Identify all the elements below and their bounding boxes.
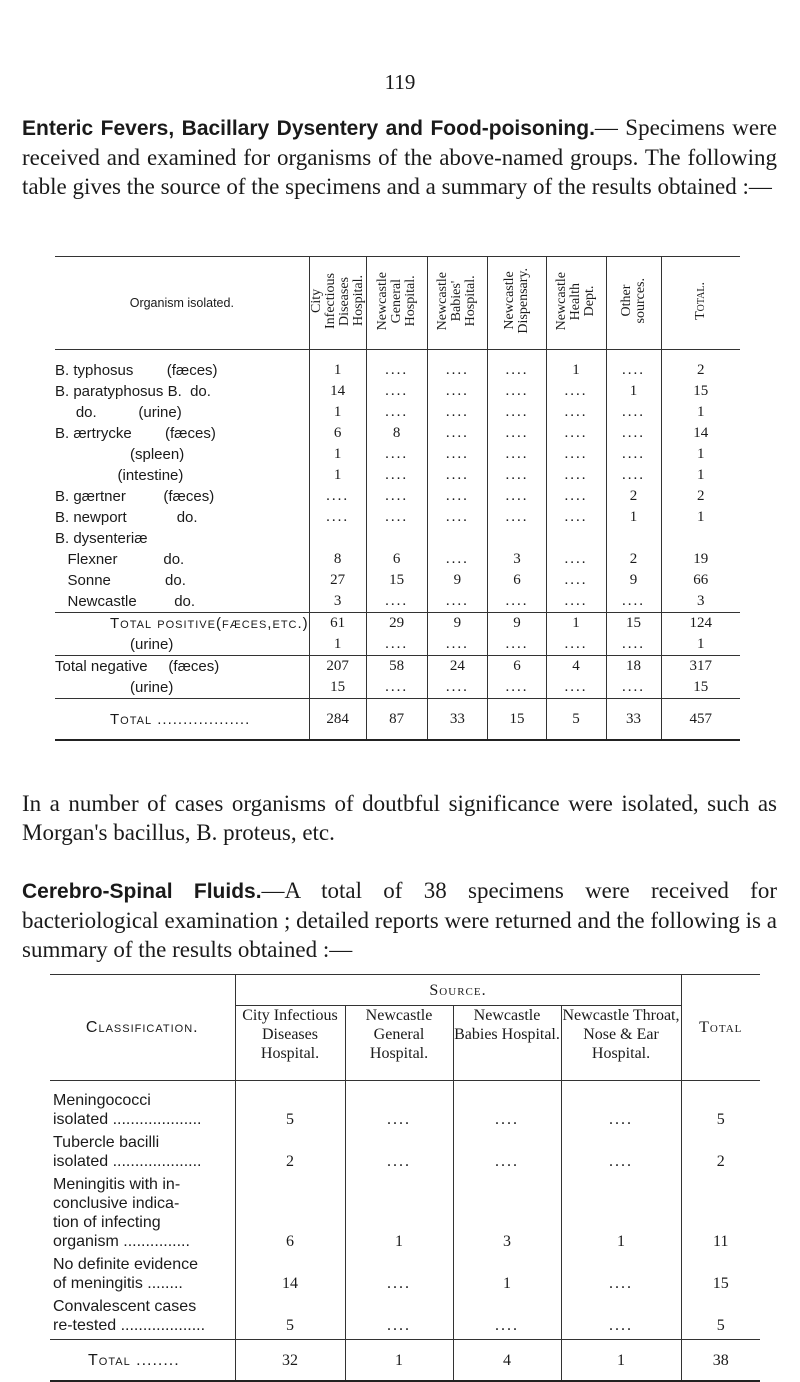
table-row <box>50 1255 760 1297</box>
row-label: B. ærtrycke (fæces) <box>55 425 216 442</box>
label-line: organism ............... <box>53 1233 190 1250</box>
row-label: Sonne do. <box>55 572 186 589</box>
classification-header: Classification. <box>50 975 235 1081</box>
cell-value: .... <box>309 486 366 507</box>
row-label <box>50 1133 235 1175</box>
cell-value: 38 <box>681 1340 760 1382</box>
cell-value: .... <box>561 1133 681 1175</box>
source-header <box>606 257 661 350</box>
cell-value: 9 <box>427 613 488 635</box>
cell-value: 1 <box>606 507 661 528</box>
cell-value: 4 <box>453 1340 561 1382</box>
cell-value: .... <box>546 677 606 699</box>
cell-value: .... <box>427 507 488 528</box>
cell-value: .... <box>488 507 546 528</box>
cell-value: .... <box>546 423 606 444</box>
row-label: Flexner do. <box>55 551 185 568</box>
cell-value: .... <box>366 402 427 423</box>
section-text: —A total of 38 specimens were received for bacteriological examination ; detailed reports were returned and the following is a summary of the results obtained :— <box>22 878 777 962</box>
table-row <box>55 634 740 656</box>
label-line: re-tested ................... <box>53 1317 206 1334</box>
section-heading: Enteric Fevers, Bacillary Dysentery and Food-poisoning. <box>22 117 595 140</box>
cell-value: 1 <box>661 444 740 465</box>
table-row <box>55 549 740 570</box>
cell-value: .... <box>488 486 546 507</box>
cell-value: .... <box>427 423 488 444</box>
row-label: B. dysenteriæ <box>55 530 148 547</box>
cell-value: .... <box>345 1081 453 1134</box>
cell-value: 3 <box>661 591 740 613</box>
cell-value: .... <box>366 677 427 699</box>
source-column-header: City Infectious Diseases Hospital. <box>235 1006 345 1081</box>
table-row <box>55 402 740 423</box>
cell-value: 19 <box>661 549 740 570</box>
cell-value: .... <box>427 634 488 656</box>
cell-value: .... <box>427 549 488 570</box>
page-number: 119 <box>384 70 416 94</box>
cell-value: 15 <box>661 677 740 699</box>
cell-value: 87 <box>366 699 427 741</box>
cell-value: 58 <box>366 656 427 678</box>
table-row <box>55 677 740 699</box>
cell-value: 11 <box>681 1175 760 1255</box>
source-header <box>427 257 488 350</box>
header-label: Other sources. <box>618 278 648 324</box>
cell-value: 5 <box>235 1297 345 1340</box>
cell-value: .... <box>606 402 661 423</box>
cell-value: .... <box>427 350 488 382</box>
source-column-header: Newcastle Throat, Nose & Ear Hospital. <box>561 1006 681 1081</box>
cell-value: 1 <box>561 1175 681 1255</box>
cell-value: 457 <box>661 699 740 741</box>
cell-value: 15 <box>309 677 366 699</box>
organism-header: Organism isolated. <box>55 257 309 350</box>
section-heading: Cerebro-Spinal Fluids. <box>22 880 262 903</box>
cell-value: .... <box>546 549 606 570</box>
table-row <box>55 381 740 402</box>
cell-value: .... <box>561 1081 681 1134</box>
cell-value: .... <box>427 381 488 402</box>
cell-value: .... <box>309 507 366 528</box>
label-line: Tubercle bacilli <box>53 1134 160 1151</box>
cell-value: 9 <box>606 570 661 591</box>
cell-value: 9 <box>427 570 488 591</box>
cell-value: 2 <box>661 486 740 507</box>
table-row <box>50 1081 760 1134</box>
cell-value: 15 <box>606 613 661 635</box>
table-row <box>55 350 740 382</box>
cell-value: .... <box>345 1133 453 1175</box>
cell-value: .... <box>488 634 546 656</box>
table-row <box>50 1133 760 1175</box>
cell-value: .... <box>606 677 661 699</box>
cell-value: 1 <box>309 350 366 382</box>
cell-value: 1 <box>661 465 740 486</box>
cell-value: 6 <box>235 1175 345 1255</box>
cell-value: .... <box>546 444 606 465</box>
source-header: Source. <box>235 975 681 1006</box>
label-line: isolated .................... <box>53 1153 202 1170</box>
cell-value: .... <box>427 486 488 507</box>
cell-value: 3 <box>488 549 546 570</box>
cell-value: .... <box>453 1297 561 1340</box>
row-label: (intestine) <box>55 467 184 484</box>
cell-value: .... <box>366 381 427 402</box>
cell-value: 284 <box>309 699 366 741</box>
cell-value: 14 <box>661 423 740 444</box>
cell-value: 8 <box>309 549 366 570</box>
cell-value: 33 <box>427 699 488 741</box>
cell-value: 4 <box>546 656 606 678</box>
row-label: Total negative (fæces) <box>55 656 309 678</box>
source-header <box>661 257 740 350</box>
source-column-header: Newcastle General Hospital. <box>345 1006 453 1081</box>
cell-value: 6 <box>309 423 366 444</box>
cell-value: 1 <box>606 381 661 402</box>
label-line: tion of infecting <box>53 1214 161 1231</box>
cell-value: .... <box>366 465 427 486</box>
cell-value: 61 <box>309 613 366 635</box>
cell-value: .... <box>345 1297 453 1340</box>
csf-results-table <box>50 974 760 1382</box>
cell-value: 15 <box>661 381 740 402</box>
cell-value: .... <box>488 465 546 486</box>
table-row <box>55 613 740 635</box>
table-row <box>55 570 740 591</box>
cell-value: 2 <box>606 486 661 507</box>
cell-value: 2 <box>235 1133 345 1175</box>
row-label: B. gærtner (fæces) <box>55 488 215 505</box>
cell-value: 6 <box>488 570 546 591</box>
cell-value <box>427 528 488 549</box>
header-label: Total. <box>692 282 708 320</box>
label-line: Convalescent cases <box>53 1298 197 1315</box>
source-header <box>366 257 427 350</box>
cell-value: .... <box>453 1133 561 1175</box>
label-line: isolated .................... <box>53 1111 202 1128</box>
cell-value: 5 <box>546 699 606 741</box>
cell-value: 15 <box>681 1255 760 1297</box>
cell-value: 207 <box>309 656 366 678</box>
header-label: Newcastle Health Dept. <box>554 271 598 331</box>
cell-value: 15 <box>366 570 427 591</box>
cell-value: .... <box>606 423 661 444</box>
cell-value: 9 <box>488 613 546 635</box>
row-label: B. typhosus (fæces) <box>55 362 218 379</box>
cell-value: .... <box>606 634 661 656</box>
row-label: Newcastle do. <box>55 593 196 610</box>
cell-value: .... <box>427 465 488 486</box>
cell-value: .... <box>453 1081 561 1134</box>
cell-value: 24 <box>427 656 488 678</box>
cell-value: .... <box>488 381 546 402</box>
cell-value: 1 <box>561 1340 681 1382</box>
cell-value: 27 <box>309 570 366 591</box>
cell-value: .... <box>561 1255 681 1297</box>
row-label: Total positive(fæces,etc.) <box>55 613 309 635</box>
total-row <box>50 1340 760 1382</box>
table-row <box>55 423 740 444</box>
cell-value: .... <box>366 634 427 656</box>
cell-value: 1 <box>309 465 366 486</box>
label-line: Meningitis with in- <box>53 1176 181 1193</box>
cell-value: .... <box>345 1255 453 1297</box>
cell-value: 14 <box>309 381 366 402</box>
header-label: Newcastle General Hospital. <box>374 271 418 331</box>
cell-value: .... <box>546 402 606 423</box>
cell-value: .... <box>427 444 488 465</box>
cell-value: .... <box>546 465 606 486</box>
cell-value: 5 <box>235 1081 345 1134</box>
row-label: Total ........ <box>50 1340 235 1382</box>
cell-value <box>366 528 427 549</box>
cell-value: 317 <box>661 656 740 678</box>
label-line: No definite evidence <box>53 1256 198 1273</box>
cell-value: .... <box>606 350 661 382</box>
source-header <box>309 257 366 350</box>
row-label: (spleen) <box>55 446 185 463</box>
cell-value: 66 <box>661 570 740 591</box>
cell-value: 14 <box>235 1255 345 1297</box>
cell-value: 32 <box>235 1340 345 1382</box>
cell-value: .... <box>366 350 427 382</box>
row-label <box>50 1255 235 1297</box>
cell-value: .... <box>427 677 488 699</box>
cell-value: 29 <box>366 613 427 635</box>
cell-value: .... <box>546 507 606 528</box>
cell-value <box>488 528 546 549</box>
cell-value: .... <box>488 591 546 613</box>
cell-value: .... <box>366 486 427 507</box>
cell-value: 1 <box>309 402 366 423</box>
section-enteric-fevers <box>22 113 777 201</box>
cell-value: 2 <box>606 549 661 570</box>
cell-value: 1 <box>661 402 740 423</box>
cell-value: 5 <box>681 1297 760 1340</box>
row-label <box>50 1081 235 1134</box>
source-header <box>488 257 546 350</box>
note-paragraph: In a number of cases organisms of doutbful significance were isolated, such as Morgan's bacillus, B. proteus, etc. <box>22 791 777 845</box>
cell-value: 6 <box>366 549 427 570</box>
row-label: Total .................. <box>55 699 309 741</box>
source-column-header: Newcastle Babies Hospital. <box>453 1006 561 1081</box>
cell-value: .... <box>488 423 546 444</box>
section-csf <box>22 876 777 964</box>
cell-value: .... <box>606 591 661 613</box>
cell-value: .... <box>427 402 488 423</box>
cell-value <box>309 528 366 549</box>
table-row <box>50 1297 760 1340</box>
table-row <box>55 591 740 613</box>
cell-value: 124 <box>661 613 740 635</box>
cell-value: 2 <box>681 1133 760 1175</box>
header-label: Newcastle Dispensary. <box>501 268 531 334</box>
row-label: (urine) <box>55 679 174 696</box>
cell-value <box>606 528 661 549</box>
cell-value: .... <box>546 634 606 656</box>
cell-value: .... <box>366 444 427 465</box>
cell-value: .... <box>546 570 606 591</box>
row-label: B. newport do. <box>55 509 198 526</box>
label-line: Meningococci <box>53 1092 151 1109</box>
table-row <box>55 486 740 507</box>
cell-value: .... <box>488 350 546 382</box>
cell-value: .... <box>427 591 488 613</box>
cell-value: 5 <box>681 1081 760 1134</box>
row-label: do. (urine) <box>55 404 182 421</box>
section-text: — Specimens were received and examined for organisms of the above-named groups. The following table gives the source of the specimens and a summary of the results obtained :— <box>22 115 777 199</box>
cell-value: .... <box>366 591 427 613</box>
table-row <box>55 465 740 486</box>
cell-value: 2 <box>661 350 740 382</box>
cell-value: 1 <box>345 1340 453 1382</box>
cell-value: .... <box>546 486 606 507</box>
cell-value: 1 <box>546 613 606 635</box>
cell-value: 1 <box>309 444 366 465</box>
cell-value: .... <box>546 591 606 613</box>
table-row <box>55 656 740 678</box>
cell-value: 1 <box>661 507 740 528</box>
table-row <box>55 507 740 528</box>
cell-value: 1 <box>345 1175 453 1255</box>
row-label <box>50 1297 235 1340</box>
cell-value: 1 <box>546 350 606 382</box>
table-row <box>55 444 740 465</box>
cell-value: .... <box>488 402 546 423</box>
total-header: Total <box>681 975 760 1081</box>
table-row <box>55 528 740 549</box>
source-header <box>546 257 606 350</box>
cell-value: .... <box>606 465 661 486</box>
label-line: of meningitis ........ <box>53 1275 183 1292</box>
row-label: (urine) <box>55 636 174 653</box>
cell-value: .... <box>546 381 606 402</box>
label-line: conclusive indica- <box>53 1195 180 1212</box>
cell-value: 1 <box>453 1255 561 1297</box>
cell-value: .... <box>488 444 546 465</box>
cell-value: .... <box>561 1297 681 1340</box>
row-label: B. paratyphosus B. do. <box>55 383 211 400</box>
cell-value: 1 <box>309 634 366 656</box>
header-label: City Infectious Diseases Hospital. <box>308 273 366 329</box>
cell-value: 3 <box>309 591 366 613</box>
cell-value: 6 <box>488 656 546 678</box>
cell-value: .... <box>606 444 661 465</box>
cell-value <box>546 528 606 549</box>
cell-value: 33 <box>606 699 661 741</box>
cell-value: 8 <box>366 423 427 444</box>
cell-value: 1 <box>661 634 740 656</box>
cell-value: 3 <box>453 1175 561 1255</box>
cell-value: .... <box>366 507 427 528</box>
row-label <box>50 1175 235 1255</box>
cell-value: .... <box>488 677 546 699</box>
cell-value: 15 <box>488 699 546 741</box>
table-row <box>50 1175 760 1255</box>
header-label: Newcastle Babies' Hospital. <box>435 271 479 331</box>
table-row <box>55 699 740 741</box>
enteric-results-table <box>55 256 740 741</box>
cell-value <box>661 528 740 549</box>
cell-value: 18 <box>606 656 661 678</box>
